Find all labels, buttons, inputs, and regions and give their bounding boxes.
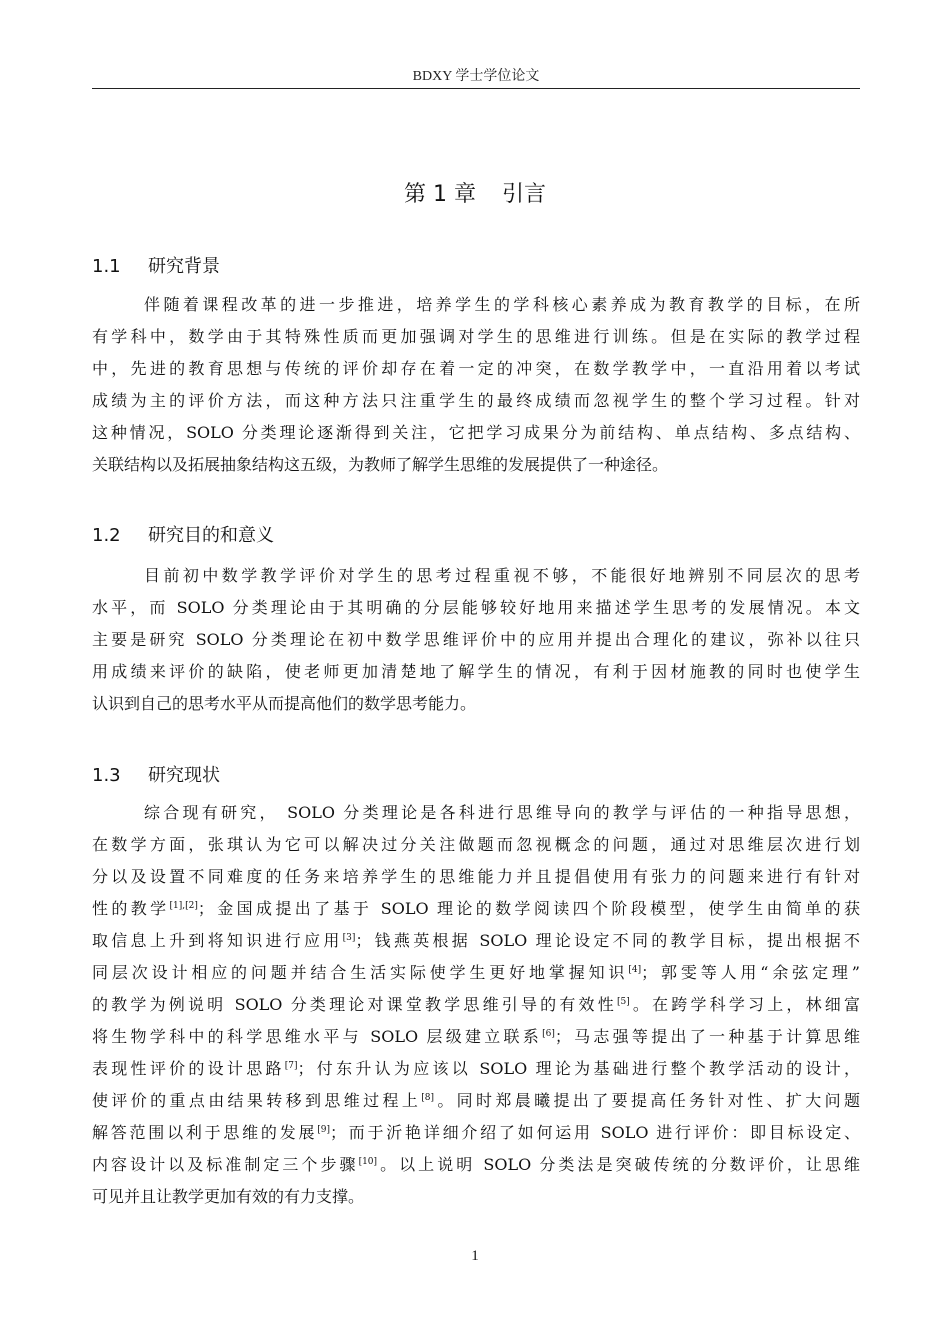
text-line <box>92 861 860 893</box>
section-title: 研究现状 <box>148 765 220 786</box>
running-header: BDXY 学士学位论文 <box>92 66 860 89</box>
text-run: 综合现有研究， SOLO 分类理论是各科进行思维导向的教学与评估的一种指导思想， <box>144 803 860 822</box>
citation-ref: [10] <box>358 1157 378 1167</box>
text-run: ；而于沂艳详细介绍了如何运用 SOLO 进行评价：即目标设定、 <box>329 1123 860 1142</box>
page-number: 1 <box>471 1248 479 1264</box>
text-line <box>92 1181 860 1213</box>
chapter-heading <box>0 180 950 210</box>
text-run: 在数学方面，张琪认为它可以解决过分关注做题而忽视概念的问题，通过对思维层次进行划 <box>92 835 860 854</box>
citation-ref: [5] <box>616 997 630 1007</box>
text-line <box>92 829 860 861</box>
chapter-number: 第 1 章 <box>404 182 476 207</box>
section-heading-1-1 <box>92 254 220 280</box>
text-line: 主要是研究 SOLO 分类理论在初中数学思维评价中的应用并提出合理化的建议，弥补以往只 <box>92 630 860 649</box>
text-run: 的教学为例说明 SOLO 分类理论对课堂教学思维引导的有效性 <box>92 995 617 1014</box>
section-heading-1-2 <box>92 523 274 549</box>
text-run: 。以上说明 SOLO 分类法是突破传统的分数评价，让思维 <box>377 1155 860 1174</box>
citation-ref: [8] <box>421 1093 434 1103</box>
text-run: 表现性评价的设计思路 <box>92 1059 285 1078</box>
text-run: 。同时郑晨曦提出了要提高任务针对性、扩大问题 <box>433 1091 860 1110</box>
text-line <box>92 1149 860 1181</box>
paragraph-background <box>92 289 860 481</box>
text-line <box>92 1021 860 1053</box>
text-run: 解答范围以利于思维的发展 <box>92 1123 318 1142</box>
text-line <box>92 957 860 989</box>
text-line: 用成绩来评价的缺陷，使老师更加清楚地了解学生的情况，有利于因材施教的同时也使学生 <box>92 662 860 681</box>
text-run: 使评价的重点由结果转移到思维过程上 <box>92 1091 422 1110</box>
text-run: 分以及设置不同难度的任务来培养学生的思维能力并且提倡使用有张力的问题来进行有针对 <box>92 867 860 886</box>
text-run: 同层次设计相应的问题并结合生活实际使学生更好地掌握知识 <box>92 963 629 982</box>
text-run: 性的教学 <box>92 899 170 918</box>
text-run: 取信息上升到将知识进行应用 <box>92 931 343 950</box>
text-run: 内容设计以及标准制定三个步骤 <box>92 1155 359 1174</box>
citation-ref: [4] <box>628 965 642 975</box>
section-heading-1-3 <box>92 763 220 789</box>
section-number: 1.3 <box>92 765 121 786</box>
text-line: 成绩为主的评价方法，而这种方法只注重学生的最终成绩而忽视学生的整个学习过程。针对 <box>92 391 860 410</box>
text-line <box>92 989 860 1021</box>
citation-ref: [6] <box>542 1029 555 1039</box>
text-line: 水平，而 SOLO 分类理论由于其明确的分层能够较好地用来描述学生思考的发展情况。本文 <box>92 598 860 617</box>
text-line <box>92 797 860 829</box>
text-line: 伴随着课程改革的进一步推进，培养学生的学科核心素养成为教育教学的目标，在所 <box>144 295 860 314</box>
citation-ref: [9] <box>317 1125 330 1135</box>
text-run: 。在跨学科学习上，林细富 <box>629 995 860 1014</box>
citation-ref: [7] <box>284 1061 298 1071</box>
text-line <box>92 1053 860 1085</box>
text-run: ；付东升认为应该以 SOLO 理论为基础进行整个教学活动的设计， <box>297 1059 860 1078</box>
text-line: 关联结构以及拓展抽象结构这五级，为教师了解学生思维的发展提供了一种途径。 <box>92 455 669 474</box>
text-line: 有学科中，数学由于其特殊性质而更加强调对学生的思维进行训练。但是在实际的教学过程 <box>92 327 860 346</box>
text-line: 这种情况，SOLO 分类理论逐渐得到关注，它把学习成果分为前结构、单点结构、多点结构、 <box>92 423 860 442</box>
section-number: 1.2 <box>92 525 121 546</box>
paragraph-purpose <box>92 560 860 720</box>
text-run: ；马志强等提出了一种基于计算思维 <box>554 1027 860 1046</box>
text-run: ；金国成提出了基于 SOLO 理论的数学阅读四个阶段模型，使学生由简单的获 <box>197 899 860 918</box>
text-line <box>92 1085 860 1117</box>
text-line <box>92 1117 860 1149</box>
citation-ref: [3] <box>342 933 356 943</box>
text-run: 将生物学科中的科学思维水平与 SOLO 层级建立联系 <box>92 1027 543 1046</box>
text-run: 可见并且让教学更加有效的有力支撑。 <box>92 1187 365 1206</box>
text-line: 中，先进的教育思想与传统的评价却存在着一定的冲突，在数学教学中，一直沿用着以考试 <box>92 359 860 378</box>
chapter-title: 引言 <box>501 182 546 207</box>
text-line: 认识到自己的思考水平从而提高他们的数学思考能力。 <box>92 694 477 713</box>
section-title: 研究背景 <box>148 256 220 277</box>
text-line <box>92 893 860 925</box>
text-run: ；郭雯等人用“余弦定理” <box>641 963 860 982</box>
text-run: ；钱燕英根据 SOLO 理论设定不同的教学目标，提出根据不 <box>355 931 860 950</box>
text-line <box>92 925 860 957</box>
section-title: 研究目的和意义 <box>148 525 274 546</box>
paragraph-status <box>92 797 860 1213</box>
text-line: 目前初中数学教学评价对学生的思考过程重视不够，不能很好地辨别不同层次的思考 <box>144 566 860 585</box>
section-number: 1.1 <box>92 256 121 277</box>
citation-ref: [1],[2] <box>169 901 198 911</box>
